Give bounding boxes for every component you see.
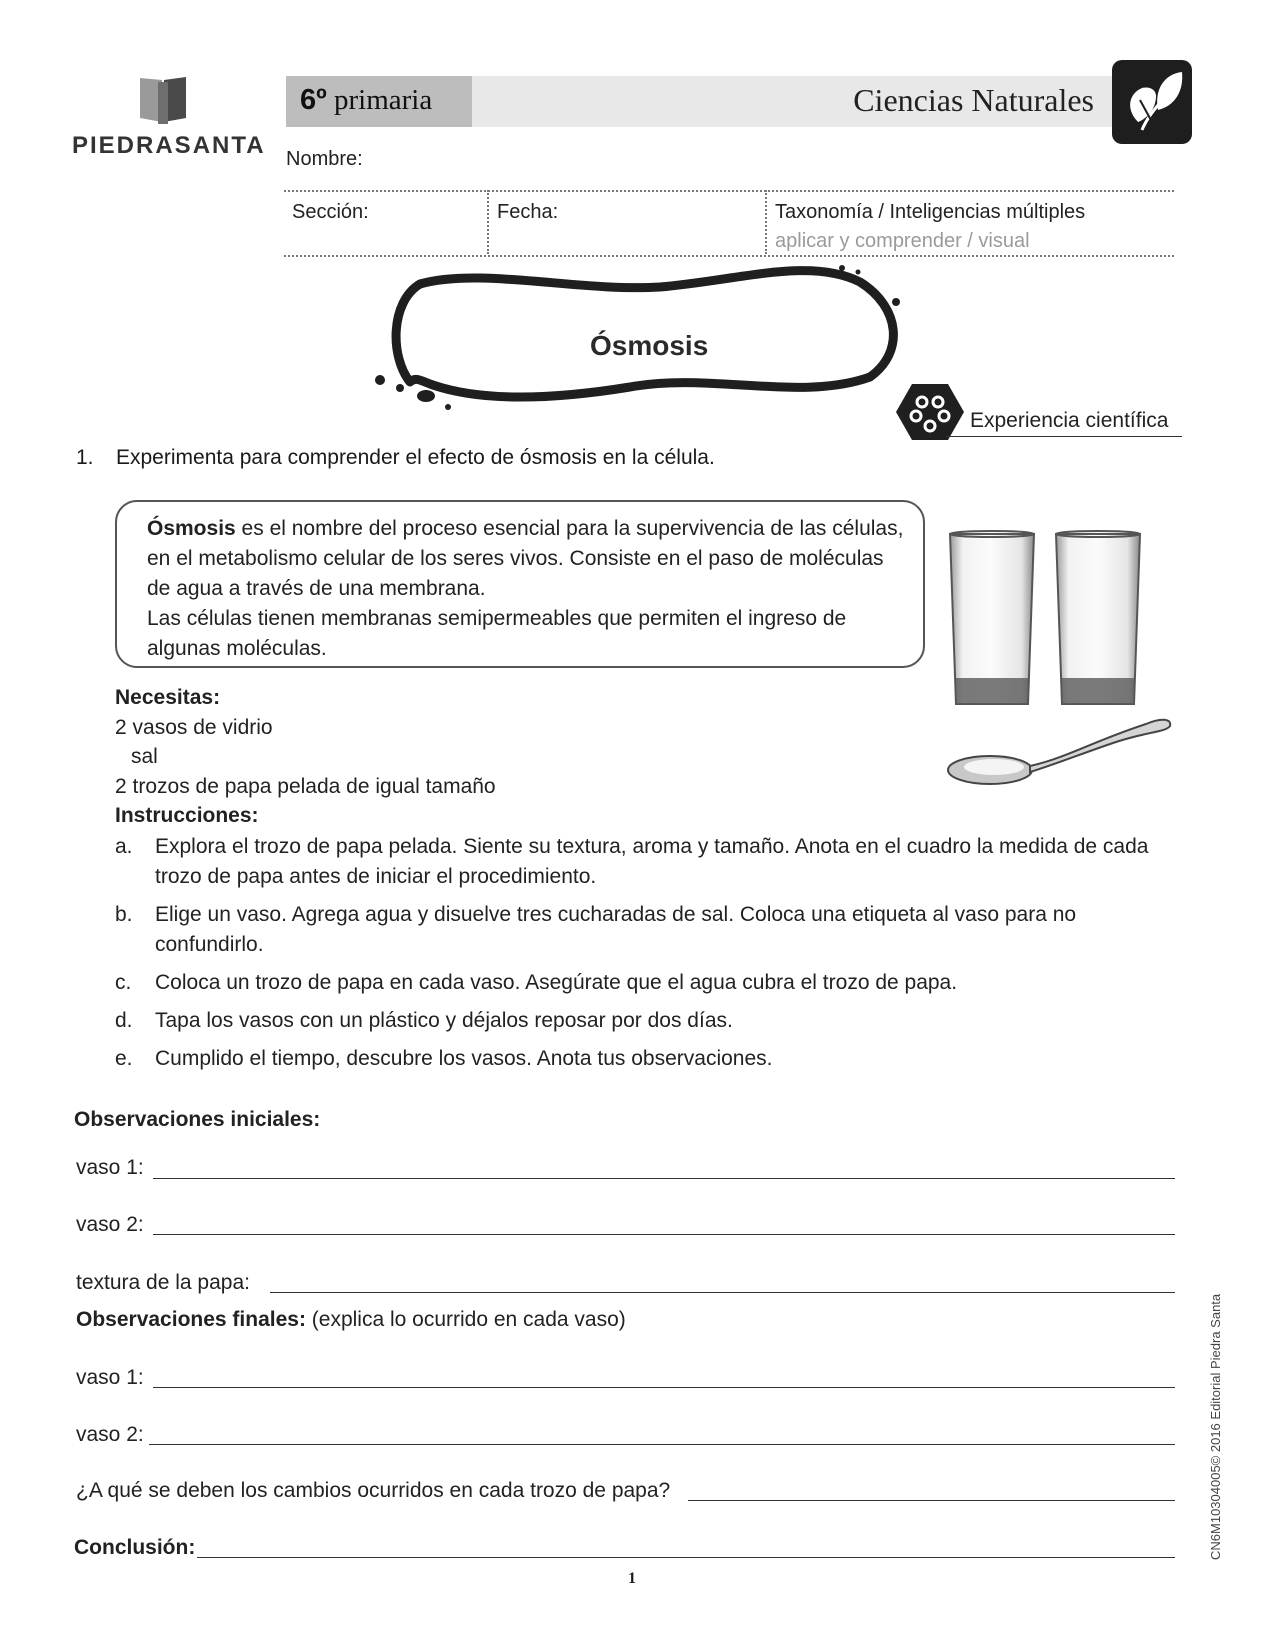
seccion-field[interactable]: Sección: [292, 201, 369, 223]
divider [765, 190, 767, 254]
fecha-field[interactable]: Fecha: [497, 201, 559, 223]
subject-title: Ciencias Naturales [853, 82, 1094, 118]
copyright-notice: CN6M10304005© 2016 Editorial Piedra Santa [1208, 1293, 1223, 1560]
instruction-letter: d. [115, 1009, 133, 1032]
changes-question: ¿A qué se deben los cambios ocurridos en cada trozo de papa? [76, 1479, 671, 1502]
conclusion-label: Conclusión: [74, 1536, 196, 1559]
instruction-item [115, 832, 1175, 892]
page-number: 1 [628, 1570, 636, 1587]
materials-heading: Necesitas: [115, 686, 221, 709]
vaso1-final-answer-line[interactable] [153, 1387, 1175, 1388]
question-1 [76, 446, 715, 470]
texture-label: textura de la papa: [76, 1271, 250, 1294]
initial-observations-heading: Observaciones iniciales: [74, 1108, 321, 1131]
instruction-letter: a. [115, 835, 133, 858]
material-item: 2 vasos de vidrio [115, 716, 273, 739]
instruction-text: Tapa los vasos con un plástico y déjalos reposar por dos días. [155, 1009, 733, 1032]
instruction-text: Cumplido el tiempo, descubre los vasos. Anota tus observaciones. [155, 1047, 773, 1070]
question-number: 1. [76, 446, 94, 469]
taxonomia-label: Taxonomía / Inteligencias múltiples [775, 201, 1086, 223]
question-text: Experimenta para comprender el efecto de ósmosis en la célula. [116, 446, 715, 469]
vaso1-label: vaso 1: [76, 1156, 144, 1179]
material-item: 2 trozos de papa pelada de igual tamaño [115, 775, 496, 798]
definition-box [115, 500, 925, 668]
final-observations-note: (explica lo ocurrido en cada vaso) [305, 1308, 626, 1331]
publisher-logo [72, 74, 266, 164]
instruction-item [115, 1044, 1175, 1074]
subject-bar [472, 76, 1112, 127]
taxonomia-value: aplicar y comprender / visual [775, 230, 1030, 252]
definition-term: Ósmosis [147, 517, 236, 540]
texture-answer-line[interactable] [270, 1292, 1175, 1293]
molecule-icon [896, 382, 964, 442]
leaf-icon [1112, 60, 1192, 144]
material-item: sal [131, 745, 158, 768]
nombre-field[interactable]: Nombre: [286, 148, 363, 170]
instructions-heading: Instrucciones: [115, 804, 259, 827]
logo-text: PIEDRASANTA [72, 132, 266, 159]
divider [284, 255, 1174, 257]
divider [284, 190, 1174, 192]
page-title: Ósmosis [590, 330, 709, 361]
conclusion-answer-line[interactable] [197, 1557, 1175, 1558]
glasses-illustration [948, 530, 1148, 715]
instruction-text: Explora el trozo de papa pelada. Siente su textura, aroma y tamaño. Anota en el cuadro la medida de cada trozo de papa antes de iniciar el procedimiento. [155, 835, 1149, 888]
final-observations-title: Observaciones finales: [76, 1308, 306, 1331]
changes-answer-line[interactable] [688, 1500, 1175, 1501]
grade-level: primaria [333, 84, 433, 116]
instruction-letter: c. [115, 971, 132, 994]
book-icon [72, 74, 262, 134]
vaso2-final-answer-line[interactable] [149, 1444, 1175, 1445]
vaso2-label: vaso 2: [76, 1213, 144, 1236]
vaso2-initial-answer-line[interactable] [153, 1234, 1175, 1235]
grade-number: 6º [300, 84, 327, 116]
instruction-text: Elige un vaso. Agrega agua y disuelve tres cucharadas de sal. Coloca una etiqueta al vaso para no confundirlo. [155, 903, 1077, 956]
experience-label: Experiencia científica [970, 409, 1169, 432]
spoon-illustration [946, 710, 1176, 790]
vaso1-initial-answer-line[interactable] [153, 1178, 1175, 1179]
definition-text-2: Las células tienen membranas semipermeables que permiten el ingreso de algunas moléculas. [147, 607, 847, 660]
grade-label [286, 76, 472, 127]
divider [487, 190, 489, 254]
instruction-text: Coloca un trozo de papa en cada vaso. Asegúrate que el agua cubra el trozo de papa. [155, 971, 958, 994]
vaso1-final-label: vaso 1: [76, 1366, 144, 1389]
instruction-item [115, 900, 1175, 960]
final-observations-heading [76, 1308, 626, 1332]
instruction-letter: e. [115, 1047, 133, 1070]
instruction-item [115, 1006, 1175, 1036]
instruction-item [115, 968, 1175, 998]
instruction-letter: b. [115, 903, 133, 926]
vaso2-final-label: vaso 2: [76, 1423, 144, 1446]
definition-text: es el nombre del proceso esencial para la supervivencia de las células, en el metabolismo celular de los seres vivos. Consiste en el paso de moléculas de agua a través de una membrana. [147, 517, 904, 600]
divider [946, 436, 1182, 437]
